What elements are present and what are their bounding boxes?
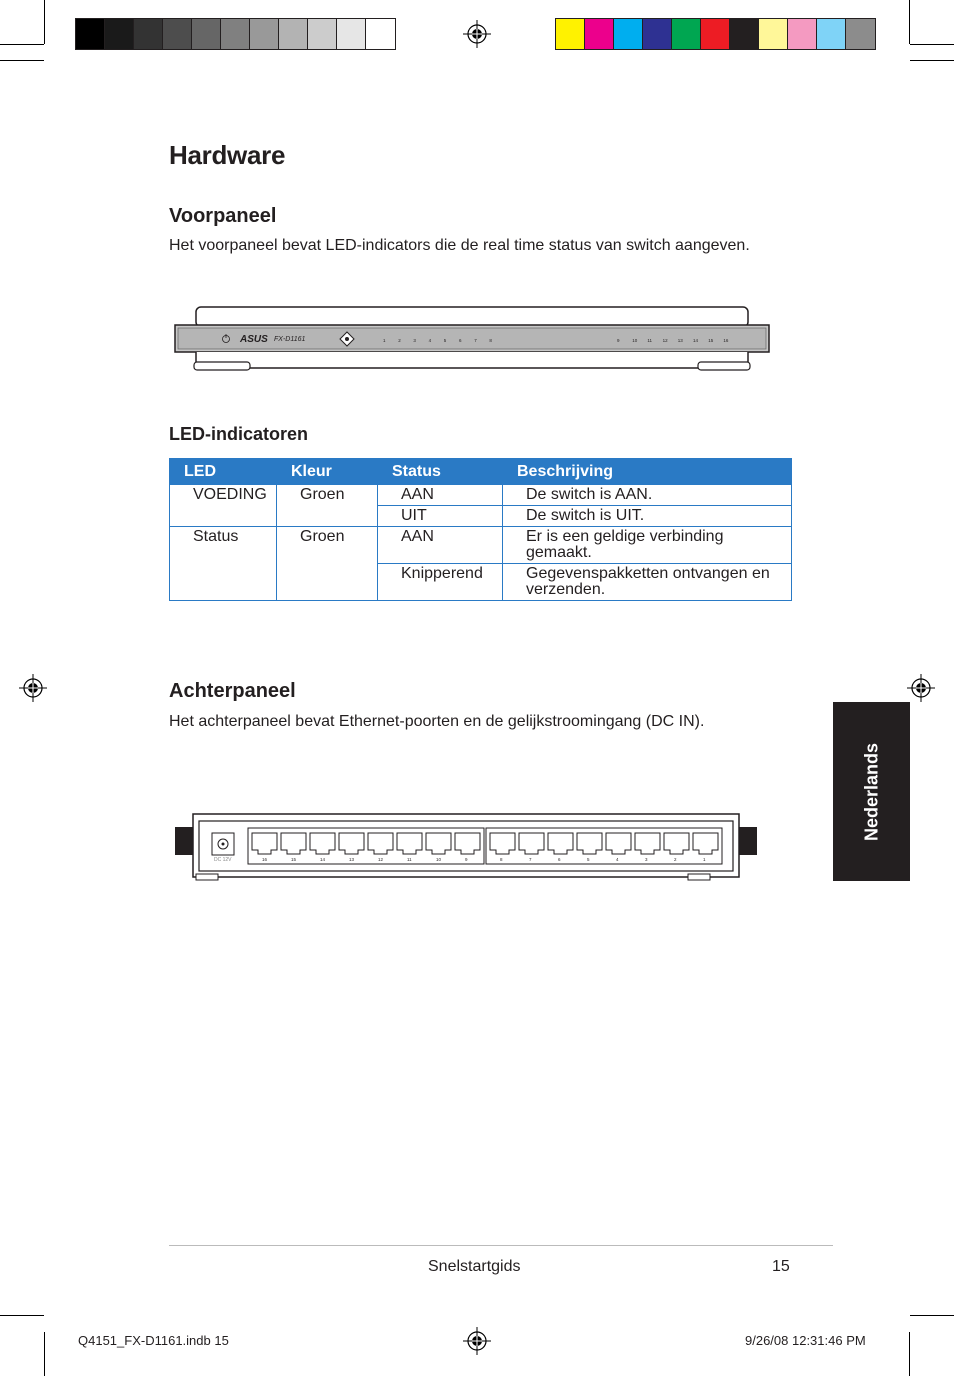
registration-mark-icon xyxy=(463,20,491,48)
registration-mark-icon xyxy=(19,674,47,702)
table-row xyxy=(170,485,792,506)
status-cell: UIT xyxy=(378,506,503,527)
language-tab-label: Nederlands xyxy=(861,742,881,841)
crop-mark xyxy=(44,1332,45,1376)
rear-panel-text: Het achterpaneel bevat Ethernet-poorten en de gelijkstroomingang (DC IN). xyxy=(169,713,705,730)
port-led-label: 5 xyxy=(443,338,447,343)
color-swatch xyxy=(308,19,337,49)
port-number-label: 5 xyxy=(587,857,590,862)
port-led-label: 2 xyxy=(398,338,401,343)
column-header: Status xyxy=(378,459,503,485)
port-led-label: 15 xyxy=(708,338,714,343)
port-led-label: 14 xyxy=(693,338,699,343)
color-swatch xyxy=(337,19,366,49)
port-number-label: 11 xyxy=(407,857,412,862)
port-led-label: 4 xyxy=(428,338,432,343)
color-swatch xyxy=(788,19,817,49)
port-number-label: 8 xyxy=(500,857,503,862)
crop-mark xyxy=(909,0,910,44)
port-led-label: 13 xyxy=(677,338,683,343)
port-number-label: 1 xyxy=(703,857,706,862)
port-number-label: 15 xyxy=(291,857,297,862)
crop-mark xyxy=(909,1332,910,1376)
front-panel-text: Het voorpaneel bevat LED-indicators die de real time status van switch aangeven. xyxy=(169,237,750,254)
port-number-label: 16 xyxy=(262,857,268,862)
color-cell: Groen xyxy=(277,485,378,527)
crop-mark xyxy=(0,1315,44,1316)
led-heading: LED-indicatoren xyxy=(169,424,309,444)
port-number-label: 2 xyxy=(674,857,677,862)
color-swatch xyxy=(614,19,643,49)
table-row xyxy=(170,527,792,564)
port-led-label: 16 xyxy=(723,338,729,343)
dc-label: DC 12V xyxy=(214,857,232,863)
rear-panel-heading: Achterpaneel xyxy=(169,680,296,702)
page-number: 15 xyxy=(772,1258,790,1275)
registration-mark-icon xyxy=(907,674,935,702)
color-swatch xyxy=(163,19,192,49)
column-header: LED xyxy=(170,459,277,485)
led-cell: Status xyxy=(170,527,277,601)
footer-guide-name: Snelstartgids xyxy=(428,1258,521,1275)
port-number-label: 12 xyxy=(378,857,384,862)
led-table xyxy=(169,458,792,601)
port-led-label: 11 xyxy=(647,338,653,343)
page-title: Hardware xyxy=(169,140,286,170)
port-led-label: 12 xyxy=(662,338,668,343)
crop-mark xyxy=(44,0,45,44)
crop-mark xyxy=(910,1315,954,1316)
language-tab xyxy=(833,702,910,881)
port-led-label: 1 xyxy=(383,338,386,343)
port-led-label: 10 xyxy=(632,338,638,343)
crop-mark xyxy=(0,60,44,61)
color-swatch xyxy=(672,19,701,49)
slug-file: Q4151_FX-D1161.indb 15 xyxy=(78,1333,229,1348)
color-swatch xyxy=(76,19,105,49)
footer-divider xyxy=(169,1245,833,1246)
rear-panel-illustration xyxy=(174,813,758,881)
port-number-label: 4 xyxy=(616,857,619,862)
color-swatch xyxy=(701,19,730,49)
status-cell: Knipperend xyxy=(378,564,503,601)
column-header: Kleur xyxy=(277,459,378,485)
port-number-label: 10 xyxy=(436,857,442,862)
port-number-label: 9 xyxy=(465,857,468,862)
color-swatch xyxy=(279,19,308,49)
color-swatch xyxy=(134,19,163,49)
port-number-label: 13 xyxy=(349,857,355,862)
status-cell: AAN xyxy=(378,527,503,564)
column-header: Beschrijving xyxy=(503,459,792,485)
front-panel-illustration xyxy=(174,306,770,372)
color-swatch xyxy=(643,19,672,49)
color-swatch xyxy=(730,19,759,49)
color-swatch xyxy=(366,19,395,49)
color-swatch xyxy=(105,19,134,49)
port-led-label: 3 xyxy=(413,338,416,343)
table-header-row xyxy=(170,459,792,485)
port-led-label: 9 xyxy=(617,338,620,343)
port-led-label: 6 xyxy=(459,338,462,343)
dc-power-jack-icon xyxy=(212,833,234,855)
color-swatch xyxy=(192,19,221,49)
description-cell: De switch is AAN. xyxy=(503,485,792,506)
port-number-label: 3 xyxy=(645,857,648,862)
color-calibration-bar xyxy=(555,18,876,50)
port-number-label: 14 xyxy=(320,857,326,862)
color-swatch xyxy=(556,19,585,49)
description-cell: De switch is UIT. xyxy=(503,506,792,527)
brand-logo: ASUS xyxy=(240,334,268,345)
port-number-label: 7 xyxy=(529,857,532,862)
color-swatch xyxy=(221,19,250,49)
color-swatch xyxy=(759,19,788,49)
color-cell: Groen xyxy=(277,527,378,601)
model-name: FX-D1161 xyxy=(274,336,306,343)
status-cell: AAN xyxy=(378,485,503,506)
front-panel-heading: Voorpaneel xyxy=(169,205,277,227)
color-swatch xyxy=(250,19,279,49)
color-swatch xyxy=(817,19,846,49)
description-cell: Er is een geldige verbinding gemaakt. xyxy=(503,527,792,564)
port-led-label: 7 xyxy=(474,338,477,343)
description-cell: Gegevenspakketten ontvangen en verzenden. xyxy=(503,564,792,601)
port-number-label: 6 xyxy=(558,857,561,862)
crop-mark xyxy=(910,60,954,61)
grayscale-calibration-bar xyxy=(75,18,396,50)
slug-date: 9/26/08 12:31:46 PM xyxy=(745,1333,866,1348)
registration-mark-icon xyxy=(463,1327,491,1355)
color-swatch xyxy=(846,19,875,49)
crop-mark xyxy=(910,44,954,45)
color-swatch xyxy=(585,19,614,49)
port-led-label: 8 xyxy=(489,338,492,343)
led-cell: VOEDING xyxy=(170,485,277,527)
crop-mark xyxy=(0,44,44,45)
